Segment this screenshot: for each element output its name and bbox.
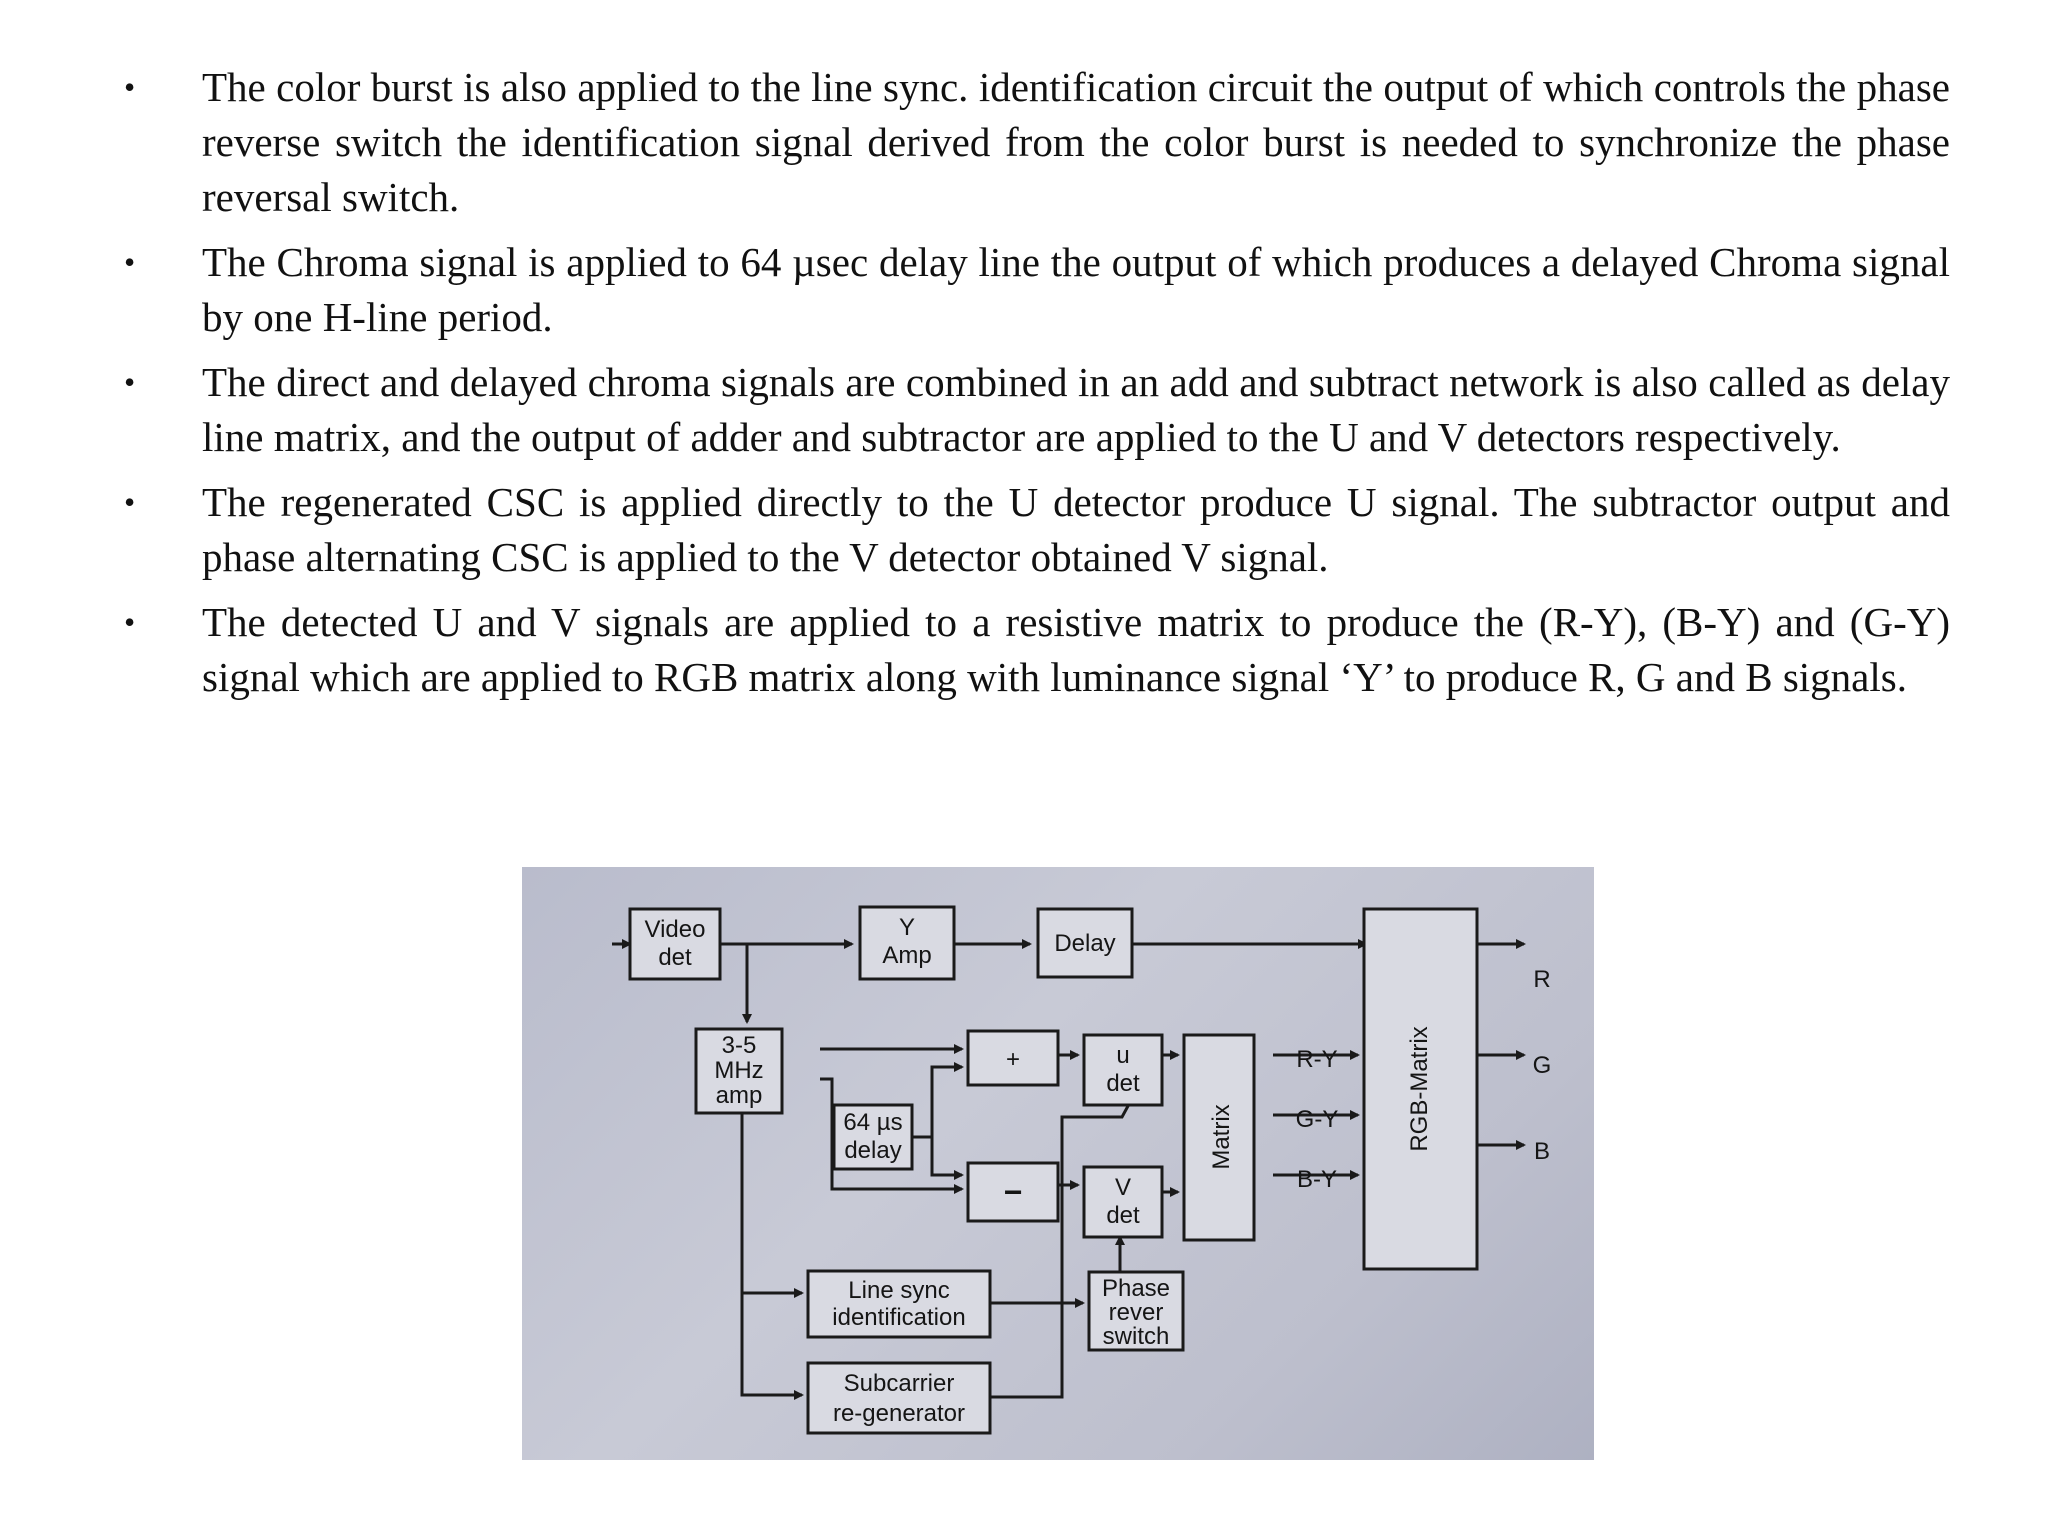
delay-64-label-1: 64 µs bbox=[843, 1109, 903, 1136]
rgb-matrix-label: RGB-Matrix bbox=[1406, 1026, 1433, 1152]
rgb-matrix-block bbox=[1364, 909, 1477, 1269]
matrix-block bbox=[1184, 1035, 1254, 1240]
u-det-block bbox=[1084, 1035, 1162, 1105]
bullet-text: The detected U and V signals are applied to a resistive matrix to produce the (R-Y), (B-Y) and (G-Y) signal which are applied to RGB matrix along with luminance signal ‘Y’ to produce R, G and B signals. bbox=[202, 599, 1950, 700]
v-det-label-1: V bbox=[1114, 1174, 1132, 1201]
bullet-dot: • bbox=[124, 604, 136, 640]
bullet-dot: • bbox=[124, 484, 136, 520]
phase-switch-label-1: Phase bbox=[1101, 1275, 1171, 1302]
bullet-dot: • bbox=[124, 69, 136, 105]
bullet-item bbox=[120, 60, 1950, 225]
subtractor-block bbox=[968, 1163, 1058, 1221]
bullet-item bbox=[120, 475, 1950, 585]
matrix-label: Matrix bbox=[1208, 1104, 1235, 1170]
mhz-amp-label-1: 3-5 bbox=[721, 1032, 757, 1059]
video-det-label-1: Video bbox=[644, 916, 706, 943]
y-amp-label-1: Y bbox=[898, 914, 916, 941]
adder-block bbox=[968, 1031, 1058, 1085]
output-r-label: R bbox=[1533, 966, 1551, 993]
bullet-text: The direct and delayed chroma signals are combined in an add and subtract network is also called as delay line matrix, and the output of adder and subtractor are applied to the U and V detectors respectively. bbox=[202, 359, 1950, 460]
bullet-item bbox=[120, 355, 1950, 465]
bullet-item bbox=[120, 235, 1950, 345]
video-det-label-2: det bbox=[658, 944, 692, 971]
bullet-dot: • bbox=[124, 364, 136, 400]
y-amp-block bbox=[860, 907, 954, 979]
subcarrier-block bbox=[808, 1363, 990, 1433]
r-y-label: R-Y bbox=[1296, 1046, 1338, 1073]
mhz-amp-label-3: amp bbox=[715, 1082, 763, 1109]
output-b-label: B bbox=[1533, 1138, 1551, 1165]
video-det-block bbox=[630, 909, 720, 979]
pal-decoder-block-diagram bbox=[522, 867, 1594, 1460]
subtractor-label: − bbox=[1003, 1174, 1023, 1210]
u-det-label-1: u bbox=[1116, 1042, 1130, 1069]
output-g-label: G bbox=[1532, 1052, 1552, 1079]
line-sync-label-1: Line sync bbox=[848, 1277, 950, 1304]
mhz-amp-label-2: MHz bbox=[714, 1057, 764, 1084]
delay-64-label-2: delay bbox=[844, 1137, 902, 1164]
mhz-amp-block bbox=[696, 1029, 782, 1113]
v-det-label-2: det bbox=[1106, 1202, 1140, 1229]
bullet-text: The Chroma signal is applied to 64 µsec delay line the output of which produces a delayed Chroma signal by one H-line period. bbox=[202, 239, 1950, 340]
bullet-text: The color burst is also applied to the line sync. identification circuit the output of which controls the phase reverse switch the identification signal derived from the color burst is needed to synchronize the phase reversal switch. bbox=[202, 64, 1950, 220]
g-y-label: G-Y bbox=[1295, 1106, 1339, 1133]
adder-label: + bbox=[1005, 1046, 1021, 1073]
line-sync-label-2: identification bbox=[832, 1304, 966, 1331]
phase-switch-label-2: rever bbox=[1108, 1299, 1164, 1326]
y-amp-label-2: Amp bbox=[882, 942, 932, 969]
phase-switch-label-3: switch bbox=[1102, 1323, 1170, 1350]
line-sync-block bbox=[808, 1271, 990, 1337]
bullet-item bbox=[120, 595, 1950, 705]
bullet-list bbox=[120, 60, 1950, 715]
delay-block bbox=[1038, 909, 1132, 977]
v-det-block bbox=[1084, 1167, 1162, 1237]
b-y-label: B-Y bbox=[1296, 1166, 1338, 1193]
subcarrier-label-1: Subcarrier bbox=[843, 1370, 955, 1397]
u-det-label-2: det bbox=[1106, 1070, 1140, 1097]
delay-label: Delay bbox=[1054, 930, 1116, 957]
subcarrier-label-2: re-generator bbox=[832, 1400, 966, 1427]
bullet-text: The regenerated CSC is applied directly to the U detector produce U signal. The subtractor output and phase alternating CSC is applied to the V detector obtained V signal. bbox=[202, 479, 1950, 580]
bullet-dot: • bbox=[124, 244, 136, 280]
delay-64us-block bbox=[834, 1105, 912, 1169]
block-diagram-svg bbox=[522, 867, 1594, 1460]
